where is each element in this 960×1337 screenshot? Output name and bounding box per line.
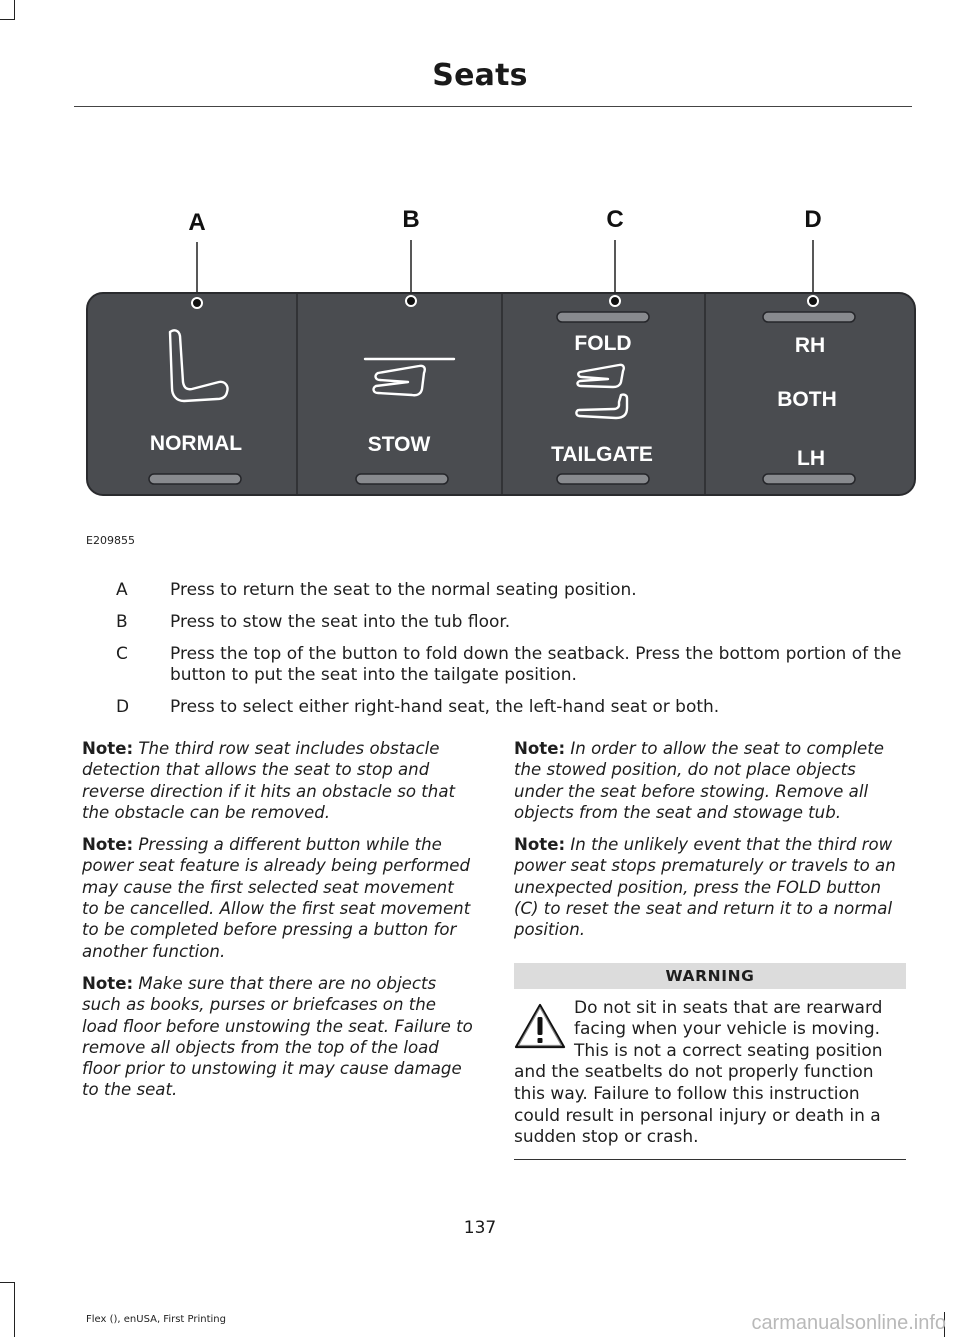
callout-key: B [116,612,128,632]
fold-switch-top[interactable] [557,312,649,322]
normal-label: NORMAL [149,432,243,455]
callout-letter-b: B [402,206,420,233]
note-text: Make sure that there are no objects such as books, purses or briefcases on the load floor before unstowing the seat. Failure to remove all objects from the top of the load floor prior to unstowing it may cause damage to the seat. [82,973,473,1100]
note [514,738,906,823]
callout-key: D [116,697,130,717]
stow-label: STOW [367,433,431,456]
watermark: carmanualsonline.info [751,1312,946,1334]
note [514,834,906,940]
title-divider [74,106,912,107]
note-text: In the unlikely event that the third row power seat stops prematurely or travels to an unexpected position, press the FOLD button (C) to reset the seat and return it to a normal position. [514,835,896,940]
callout-text: Press the top of the button to fold down the seatback. Press the bottom portion of the button to put the seat into the tailgate position. [170,644,902,685]
warning-divider [514,1159,906,1160]
callout-key: A [116,580,128,600]
note-label: Note: [82,835,134,855]
callout-item-b [116,612,910,633]
both-label: BOTH [777,388,837,411]
footer-text: Flex (), enUSA, First Printing [86,1314,226,1325]
callout-letter-c: C [606,206,624,233]
tailgate-label: TAILGATE [551,443,653,466]
crop-mark [14,1282,15,1337]
callout-item-c [116,644,910,686]
warning-text: Do not sit in seats that are rearward facing when your vehicle is moving. This is not a correct seating position and the seatbelts do not properly function this way. Failure to follow this instruction could result in personal injury or death in a sudden stop or crash. [514,997,883,1148]
crop-mark [14,0,15,20]
note [82,834,474,962]
rh-switch-top[interactable] [763,312,855,322]
note-label: Note: [514,835,566,855]
callout-item-d [116,697,910,718]
warning-heading: WARNING [514,963,906,989]
callout-text: Press to select either right-hand seat, the left-hand seat or both. [170,697,720,717]
callout-key: C [116,644,128,664]
note-label: Note: [82,739,134,758]
note-text: Pressing a different button while the power seat feature is already being performed may cause the first selected seat movement to be cancelled. Allow the first seat movement to be completed before pressing a button for another function. [82,835,471,961]
callout-list [116,580,910,729]
lh-switch-bottom[interactable] [763,474,855,484]
normal-switch[interactable] [149,474,241,484]
rh-label: RH [794,334,826,357]
fold-label: FOLD [574,332,632,355]
warning-box [514,998,906,1149]
crop-mark [0,1282,15,1283]
note-label: Note: [82,973,134,993]
left-column [82,738,474,1112]
note [82,973,474,1101]
seat-control-figure [86,196,916,500]
callout-item-a [116,580,910,601]
tailgate-switch-bottom[interactable] [557,474,649,484]
callout-text: Press to return the seat to the normal seating position. [170,580,637,600]
lh-label: LH [797,447,825,470]
callout-text: Press to stow the seat into the tub floor. [170,612,511,632]
page-number: 137 [463,1218,497,1238]
crop-mark [0,19,15,20]
callout-letter-d: D [804,206,822,233]
seat-control-panel-illustration [86,196,916,500]
callout-letter-a: A [188,209,206,236]
stow-switch[interactable] [356,474,448,484]
note-text: In order to allow the seat to complete the stowed position, do not place objects under the seat before stowing. Remove all objects from the seat and stowage tub. [514,739,884,822]
page-title: Seats [432,58,528,93]
note [82,738,474,823]
figure-code: E209855 [86,534,135,547]
note-label: Note: [514,739,566,758]
right-column [514,738,906,1160]
warning-triangle-icon [514,1002,566,1050]
note-text: The third row seat includes obstacle detection that allows the seat to stop and reverse direction if it hits an obstacle so that the obstacle can be removed. [82,739,455,822]
